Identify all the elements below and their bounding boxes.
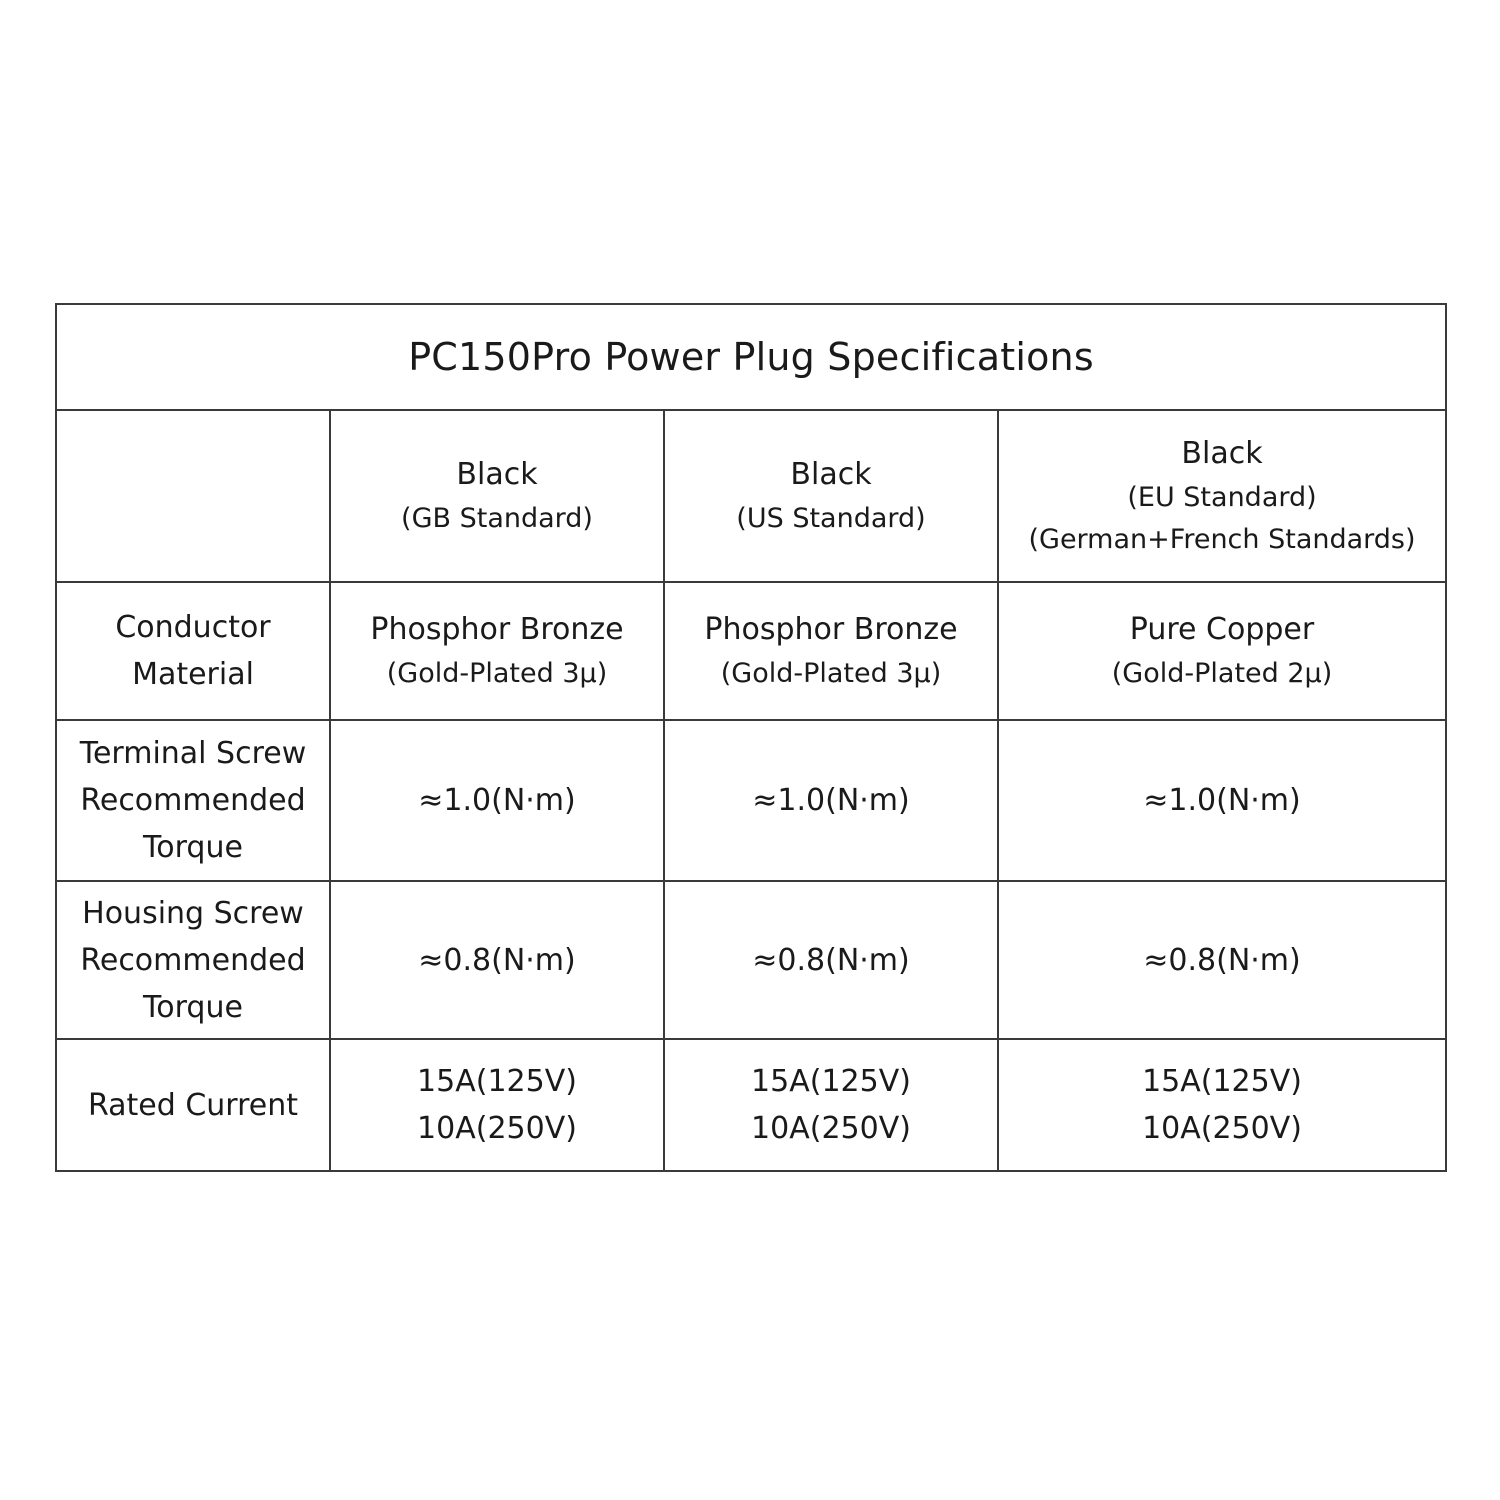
rated-current-eu: 15A(125V) 10A(250V) (998, 1039, 1446, 1171)
terminal-torque-row (56, 720, 1446, 881)
column-standard: (US Standard) (736, 503, 926, 534)
column-standard: (GB Standard) (401, 503, 593, 534)
housing-torque-row (56, 881, 1446, 1039)
housing-torque-eu: ≈0.8(N·m) (998, 881, 1446, 1039)
column-header-gb (330, 410, 664, 582)
rated-current-us: 15A(125V) 10A(250V) (664, 1039, 998, 1171)
column-name: Black (790, 457, 872, 492)
material-cell-gb: Phosphor Bronze (Gold-Plated 3μ) (330, 582, 664, 720)
terminal-torque-eu: ≈1.0(N·m) (998, 720, 1446, 881)
spec-table (55, 303, 1447, 1172)
row-label: Housing Screw Recommended Torque (56, 881, 330, 1039)
row-label: Conductor Material (56, 582, 330, 720)
column-standard: (EU Standard) (1127, 482, 1317, 513)
column-name: Black (1181, 436, 1263, 471)
column-name: Black (456, 457, 538, 492)
column-header-eu (998, 410, 1446, 582)
column-header-us (664, 410, 998, 582)
rated-current-row (56, 1039, 1446, 1171)
corner-cell (56, 410, 330, 582)
material-cell-us: Phosphor Bronze (Gold-Plated 3μ) (664, 582, 998, 720)
rated-current-gb: 15A(125V) 10A(250V) (330, 1039, 664, 1171)
terminal-torque-gb: ≈1.0(N·m) (330, 720, 664, 881)
material-cell-eu: Pure Copper (Gold-Plated 2μ) (998, 582, 1446, 720)
housing-torque-us: ≈0.8(N·m) (664, 881, 998, 1039)
row-label: Rated Current (56, 1039, 330, 1171)
terminal-torque-us: ≈1.0(N·m) (664, 720, 998, 881)
conductor-material-row (56, 582, 1446, 720)
header-row (56, 410, 1446, 582)
table-title: PC150Pro Power Plug Specifications (56, 304, 1446, 410)
column-standard-extra: (German+French Standards) (1028, 524, 1416, 555)
housing-torque-gb: ≈0.8(N·m) (330, 881, 664, 1039)
row-label: Terminal Screw Recommended Torque (56, 720, 330, 881)
